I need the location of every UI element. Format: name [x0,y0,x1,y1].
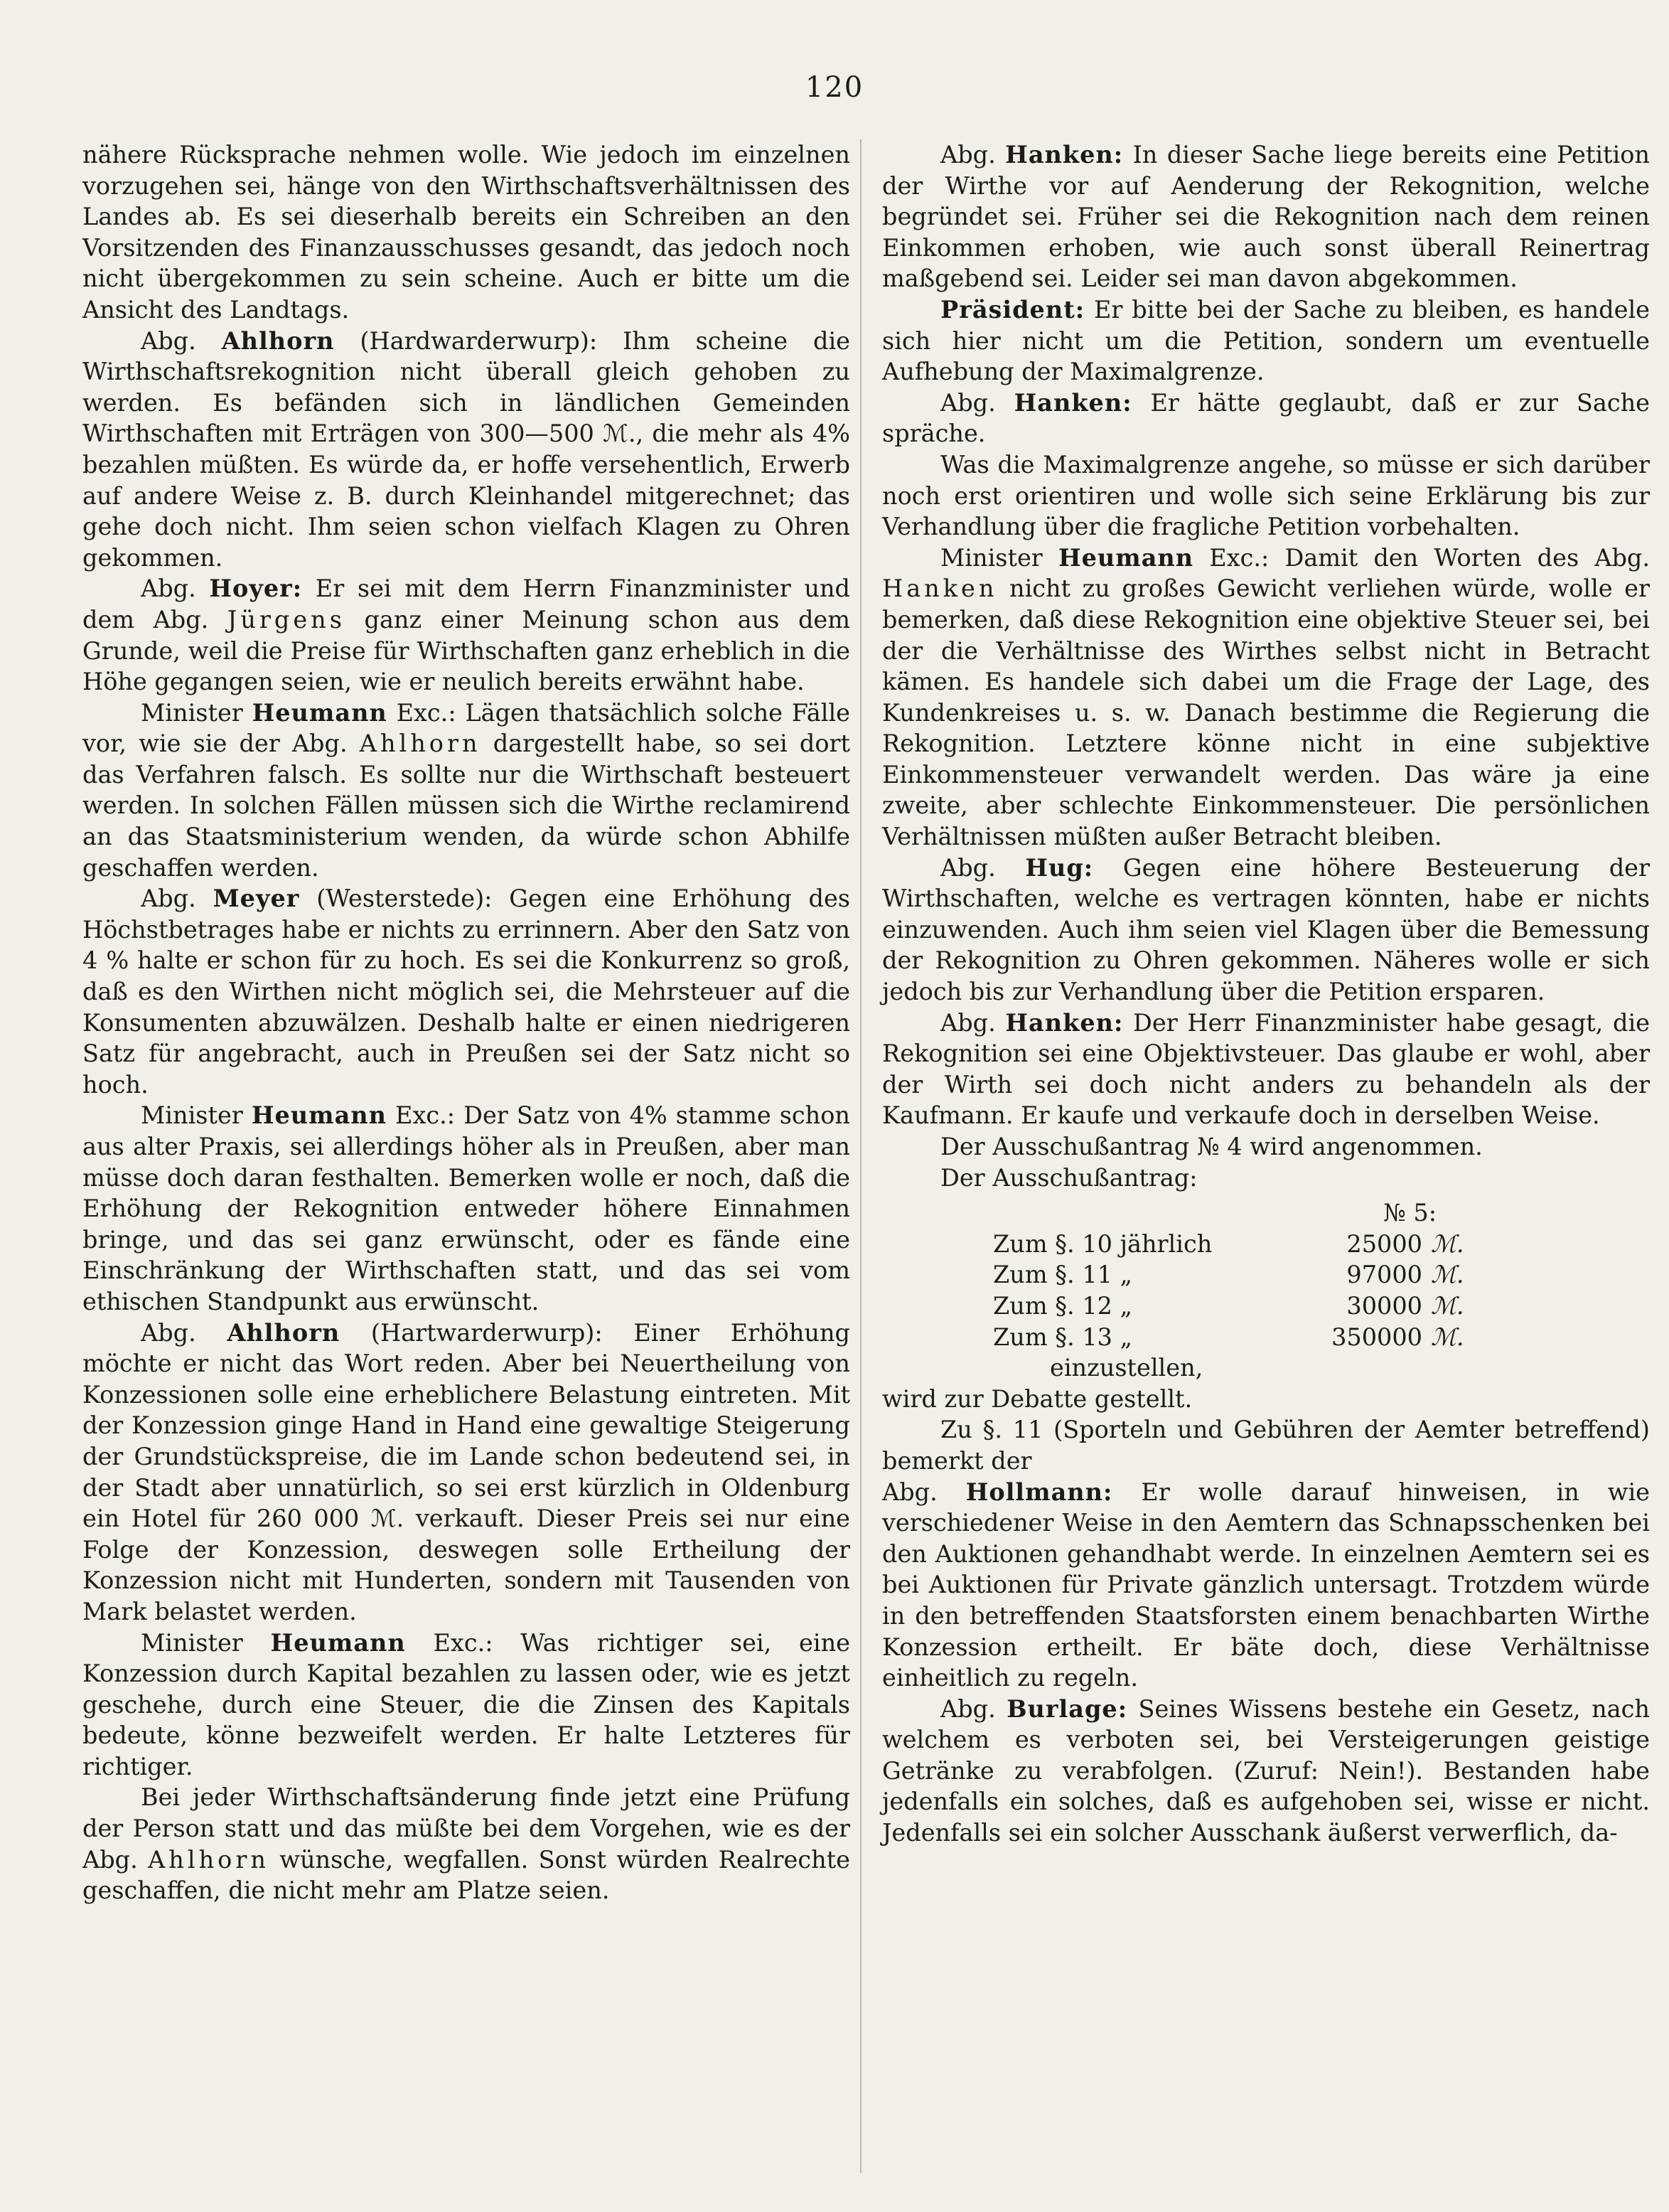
speaker-title: Abg. [940,141,1006,169]
amount-label: Zum §. 13 „ [993,1323,1132,1351]
speaker-title: Abg. [940,1694,1007,1723]
paragraph-hanken-1 [882,139,1650,294]
amount-row [882,1259,1650,1291]
speaker-name: Ahlhorn [227,1318,340,1347]
amount-unit: ℳ. [1431,1291,1464,1320]
paragraph-hanken-4 [882,1008,1650,1131]
speech-text: nicht zu großes Gewicht verliehen würde, wolle er bemerken, daß diese Rekognition eine objektive Steuer sei, bei der die Verhältnisse des Wirthes selbst nicht in Betracht kämen. Es handele sich dabei um die Frage der Lage, des Kundenkreises u. s. w. Danach bestimme die Regierung die Rekognition. Letztere könne nicht in eine subjektive Einkommensteuer verwandelt werden. Das wäre ja eine zweite, aber schlechte Einkommensteuer. Die persönlichen Verhältnissen müßten außer Betracht bleiben. [882,575,1650,851]
motion-5-tail: einzustellen, [1050,1354,1203,1382]
amount-unit: ℳ. [1431,1261,1464,1289]
speaker-name: Hanken: [1005,141,1124,169]
amount-value: 30000 [1346,1291,1422,1320]
speaker-name: Burlage: [1007,1694,1128,1723]
paragraph-hanken-2 [882,388,1650,449]
speaker-title: Abg. [940,388,1014,417]
speaker-title: Abg. [940,1008,1006,1037]
speech-text: In dieser Sache liege bereits eine Petition der Wirthe vor auf Aenderung der Rekognition, welche begründet sei. Früher sei die Rekognition nach dem reinen Einkommen erhoben, wie auch sonst überall Reinertrag maßgebend sei. Leider sei man davon abgekommen. [882,141,1650,293]
paragraph-heumann-5 [882,543,1650,853]
motion-number: № 5: [1383,1199,1437,1227]
paragraph-burlage [882,1694,1650,1849]
speech-text: Er hätte geglaubt, daß er zur Sache spräche. [882,388,1651,448]
column-divider [860,139,862,2173]
speech-text: Er sei mit dem Herrn Finanzminister und dem Abg. [82,575,850,634]
speaker-title: Minister [940,543,1058,572]
amount-row [882,1322,1650,1353]
amount-label: Zum §. 11 „ [993,1261,1132,1289]
speaker-name: Heumann [252,698,387,727]
speech-text: wünsche, wegfallen. Sonst würden Realrechte geschaffen, die nicht mehr am Platze seien. [82,1845,850,1905]
paragraph-hanken-3: Was die Maximalgrenze angehe, so müsse er sich darüber noch erst orientiren und wolle sich seine Erklärung bis zur Verhandlung über die fragliche Petition vorbehalten. [882,450,1650,541]
paragraph-heumann-1 [82,698,850,884]
left-column [82,139,850,1906]
speaker-name: Meyer [213,885,300,913]
speech-text: Exc.: Der Satz von 4% stamme schon aus alter Praxis, sei allerdings höher als in Preußen, aber man müsse doch daran festhalten. Bemerken wolle er noch, daß die Erhöhung der Rekognition entweder höhere Einnahmen bringe, und das sei ganz erwünscht, oder es fände eine Einschränkung der Wirthschaften statt, und das sei vom ethischen Standpunkt aus erwünscht. [82,1101,851,1315]
paragraph-heumann-4 [82,1782,850,1906]
section-11-intro: Zu §. 11 (Sporteln und Gebühren der Aemter betreffend) bemerkt der [882,1416,1650,1475]
spaced-name: Hanken [882,575,998,603]
spaced-name: Ahlhorn [148,1845,269,1874]
paragraph-heumann-2 [82,1100,850,1317]
speech-text: Der Herr Finanzminister habe gesagt, die Rekognition sei eine Objektivsteuer. Das glaube er wohl, aber der Wirth sei doch nicht anders zu behandeln als der Kaufmann. Er kaufe und verkaufe doch in derselben Weise. [882,1008,1650,1130]
speaker-name: Heumann [251,1101,387,1130]
spaced-name: Jürgens [227,605,345,634]
speech-text: (Hardwarderwurp): Ihm scheine die Wirthschaftsrekognition nicht überall gleich gehoben zu werden. Es befänden sich in ländlichen Gemeinden Wirthschaften mit Erträgen von 300—500 ℳ., die mehr als 4% bezahlen müßten. Es würde da, er hoffe versehentlich, Erwerb auf andere Weise z. B. durch Kleinhandel mitgerechnet; das gehe doch nicht. Ihm seien schon vielfach Klagen zu Ohren gekommen. [82,326,850,572]
speaker-name: Ahlhorn [221,326,335,355]
paragraph-meyer [82,883,850,1100]
speech-text: Exc.: Lägen thatsächlich solche Fälle vor, wie sie der Abg. [82,698,850,758]
speaker-name: Heumann [270,1628,406,1657]
amount-row [882,1229,1650,1260]
speaker-title: Abg. [141,1318,227,1347]
speaker-name: Hug: [1025,853,1094,882]
speaker-name: Hoyer: [209,575,303,603]
amount-value: 350000 [1331,1323,1422,1351]
speech-text: Exc.: Was richtiger sei, eine Konzession durch Kapital bezahlen zu lassen oder, wie es jetzt geschehe, durch eine Steuer, die die Zinsen des Kapitals bedeute, könne bezweifelt werden. Er halte Letzteres für richtiger. [82,1628,850,1780]
speaker-title: Abg. [882,1478,966,1506]
speaker-name: Präsident: [940,295,1085,324]
speaker-title: Abg. [141,575,210,603]
amount-unit: ℳ. [1431,1229,1464,1258]
speaker-name: Hollmann: [965,1478,1113,1506]
speech-text: Bei jeder Wirthschaftsänderung finde jetzt eine Prüfung der Person statt und das müßte bei dem Vorgehen, wie es der Abg. [82,1783,850,1874]
speaker-title: Abg. [141,885,213,913]
speaker-title: Abg. [141,326,222,355]
amount-label: Zum §. 12 „ [993,1291,1132,1320]
motion-5-table [882,1197,1650,1384]
amount-value: 97000 [1346,1261,1422,1289]
speech-text: Er wolle darauf hinweisen, in wie verschiedener Weise in den Aemtern das Schnapsschenken bei den Auktionen gehandhabt werde. In einzelnen Aemtern sei es bei Auktionen für Private gänzlich untersagt. Trotzdem würde in den betreffenden Staatsforsten einem benachbarten Wirthe Konzession ertheilt. Er bäte doch, diese Verhältnisse einheitlich zu regeln. [882,1478,1650,1692]
speaker-name: Hanken: [1014,388,1132,417]
amount-value: 25000 [1346,1229,1422,1258]
paragraph-heumann-3 [82,1628,850,1783]
amount-unit: ℳ. [1431,1323,1464,1351]
speech-text: dargestellt habe, so sei dort das Verfahren falsch. Es sollte nur die Wirthschaft besteuert werden. In solchen Fällen müssen sich die Wirthe reclamirend an das Staatsministerium wenden, da würde schon Abhilfe geschaffen werden. [82,730,850,882]
amount-row [882,1291,1650,1322]
paragraph-continued: nähere Rücksprache nehmen wolle. Wie jedoch im einzelnen vorzugehen sei, hänge von den Wirthschaftsverhältnissen des Landes ab. Es sei dieserhalb bereits ein Schreiben an den Vorsitzenden des Finanzausschusses gesandt, das jedoch noch nicht übergekommen zu sein scheine. Auch er bitte um die Ansicht des Landtags. [82,141,850,324]
speaker-name: Heumann [1058,543,1194,572]
page-number: 120 [805,71,864,104]
speech-text: (Hartwarderwurp): Einer Erhöhung möchte er nicht das Wort reden. Aber bei Neuertheilung von Konzessionen solle eine erheblichere Belastung eintreten. Mit der Konzession ginge Hand in Hand eine gewaltige Steigerung der Grundstückspreise, die im Lande schon bedeutend sei, in der Stadt aber unnatürlich, so sei erst kürzlich in Oldenburg ein Hotel für 260 000 ℳ. verkauft. Dieser Preis sei nur eine Folge der Konzession, deswegen solle Ertheilung der Konzession nicht mit Hunderten, sondern mit Tausenden von Mark belastet werden. [82,1318,851,1625]
paragraph-ahlhorn-2 [82,1318,850,1628]
speaker-title: Minister [141,698,252,727]
paragraph-hollmann [882,1477,1650,1694]
right-column [882,139,1650,1849]
speaker-title: Abg. [940,853,1026,882]
motion-5-intro: Der Ausschußantrag: [940,1163,1198,1192]
speech-text: Er bitte bei der Sache zu bleiben, es handele sich hier nicht um die Petition, sondern um eventuelle Aufhebung der Maximalgrenze. [882,295,1650,386]
motion-4-accepted: Der Ausschußantrag № 4 wird angenommen. [940,1133,1483,1160]
paragraph-hug [882,853,1650,1008]
speech-text: Gegen eine höhere Besteuerung der Wirthschaften, welche es vertragen könnten, habe er nichts einzuwenden. Auch ihm seien viel Klagen über die Bemessung der Rekognition zu Ohren gekommen. Näheres wolle er sich jedoch bis zur Verhandlung über die Petition ersparen. [882,853,1650,1006]
paragraph-ahlhorn-1 [82,326,850,574]
amount-label: Zum §. 10 jährlich [993,1229,1213,1258]
speech-text: ganz einer Meinung schon aus dem Grunde, weil die Preise für Wirthschaften ganz erheblich in die Höhe gegangen seien, wie er neulich bereits erwähnt habe. [82,605,850,696]
spaced-name: Ahlhorn [359,730,481,758]
speaker-title: Minister [141,1101,252,1130]
paragraph-praesident [882,294,1650,388]
speaker-name: Hanken: [1005,1008,1124,1037]
speaker-title: Minister [141,1628,271,1657]
speech-text: Seines Wissens bestehe ein Gesetz, nach welchem es verboten sei, bei Versteigerungen geistige Getränke zu verabfolgen. (Zuruf: Nein!). Bestanden habe jedenfalls ein solches, daß es aufgehoben sei, wisse er nicht. Jedenfalls sei ein solcher Ausschank äußerst verwerflich, da- [882,1694,1650,1847]
motion-5-debate: wird zur Debatte gestellt. [882,1384,1193,1413]
speech-text: (Westerstede): Gegen eine Erhöhung des Höchstbetrages habe er nichts zu errinnern. Aber den Satz von 4 % halte er schon für zu hoch. Es sei die Konkurrenz so groß, daß es den Wirthen nicht möglich sei, die Mehrsteuer auf die Konsumenten abzuwälzen. Deshalb halte er einen niedrigeren Satz für angebracht, auch in Preußen sei der Satz nicht so hoch. [82,885,850,1099]
speech-text: Exc.: Damit den Worten des Abg. [1193,543,1650,572]
paragraph-hoyer [82,573,850,697]
